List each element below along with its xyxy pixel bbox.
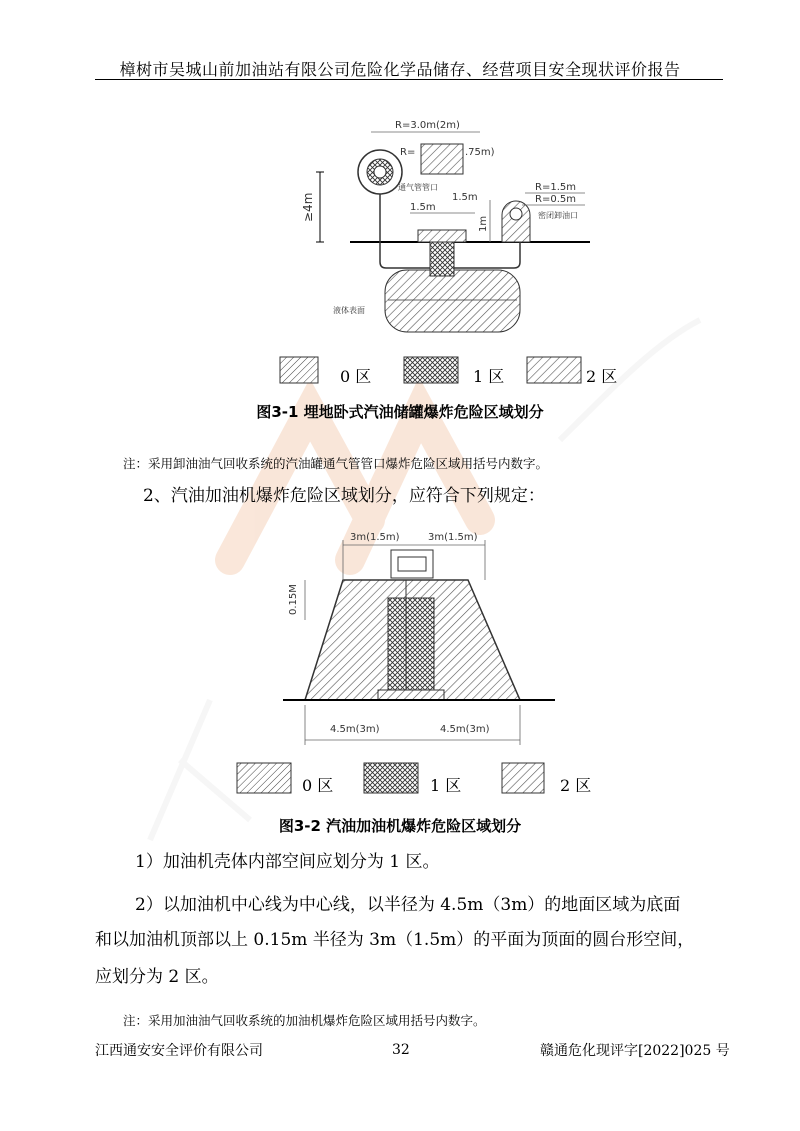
fig2-label-height: 0.15M xyxy=(288,584,299,615)
fig2-legend-label-zone0: 0 区 xyxy=(302,776,334,795)
paragraph-intro: 2、汽油加油机爆炸危险区域划分，应符合下列规定： xyxy=(143,486,545,506)
page-header-title: 樟树市吴城山前加油站有限公司危险化学品储存、经营项目安全现状评价报告 xyxy=(119,60,681,79)
rule-2-line-3: 应划分为 2 区。 xyxy=(95,967,219,987)
figure-3-1-caption: 图3-1 埋地卧式汽油储罐爆炸危险区域划分 xyxy=(256,403,544,421)
legend-swatch-zone2 xyxy=(527,357,581,383)
note-figure-2: 注：采用加油油气回收系统的加油机爆炸危险区域用括号内数字。 xyxy=(123,1013,486,1028)
fig2-legend-swatch-zone0 xyxy=(237,763,291,793)
figure-3-2-caption: 图3-2 汽油加油机爆炸危险区域划分 xyxy=(278,817,522,835)
legend-swatch-zone1 xyxy=(404,357,458,383)
label-d1m: 1m xyxy=(478,215,489,232)
sealed-unload-port xyxy=(502,201,530,242)
page-number: 32 xyxy=(392,1042,410,1058)
manhole-shaft xyxy=(430,242,454,276)
legend-label-zone1: 1 区 xyxy=(473,367,505,386)
fig2-legend-label-zone1: 1 区 xyxy=(430,776,462,795)
label-r30: R=3.0m(2m) xyxy=(395,120,460,131)
label-d15a: 1.5m xyxy=(410,202,436,213)
label-r15: R=1.5m xyxy=(535,182,576,193)
fig2-label-bottom-right: 4.5m(3m) xyxy=(440,724,490,735)
label-d15b: 1.5m xyxy=(452,192,478,203)
label-height-4m: ≥4m xyxy=(301,192,315,222)
vent-zone-circle xyxy=(358,150,402,194)
fig2-label-top-right: 3m(1.5m) xyxy=(428,532,478,543)
fig2-label-top-left: 3m(1.5m) xyxy=(350,532,400,543)
label-vent-pipe: 通气管管口 xyxy=(398,183,438,192)
rule-2-line-1: 2）以加油机中心线为中心线，以半径为 4.5m（3m）的地面区域为底面 xyxy=(135,895,681,915)
rule-2-line-2: 和以加油机顶部以上 0.15m 半径为 3m（1.5m）的平面为顶面的圆台形空间， xyxy=(95,930,695,950)
label-r-vent: R= xyxy=(400,147,416,158)
note-figure-1: 注：采用卸油油气回收系统的汽油罐通气管管口爆炸危险区域用括号内数字。 xyxy=(123,456,549,471)
footer-report-number: 赣通危化现评字[2022]025 号 xyxy=(540,1043,730,1059)
buried-tank xyxy=(385,270,520,332)
legend-label-zone0: 0 区 xyxy=(340,367,372,386)
fig2-label-bottom-left: 4.5m(3m) xyxy=(330,724,380,735)
rule-1: 1）加油机壳体内部空间应划分为 1 区。 xyxy=(135,852,440,872)
label-r05: R=0.5m xyxy=(535,194,576,205)
manhole-cover xyxy=(418,230,466,242)
figure-3-2-diagram xyxy=(283,540,555,745)
label-sealed-port: 密闭卸油口 xyxy=(538,211,578,220)
label-liquid-surface: 液体表面 xyxy=(333,306,365,315)
fig2-legend-swatch-zone1 xyxy=(364,763,418,793)
label-r175: .75m) xyxy=(465,147,495,158)
legend-swatch-zone0 xyxy=(280,357,318,383)
legend-label-zone2: 2 区 xyxy=(586,367,618,386)
footer-company: 江西通安安全评价有限公司 xyxy=(95,1043,263,1059)
fig2-legend-label-zone2: 2 区 xyxy=(560,776,592,795)
vent-label-hatch xyxy=(421,144,463,174)
fig2-legend-swatch-zone2 xyxy=(502,763,544,793)
